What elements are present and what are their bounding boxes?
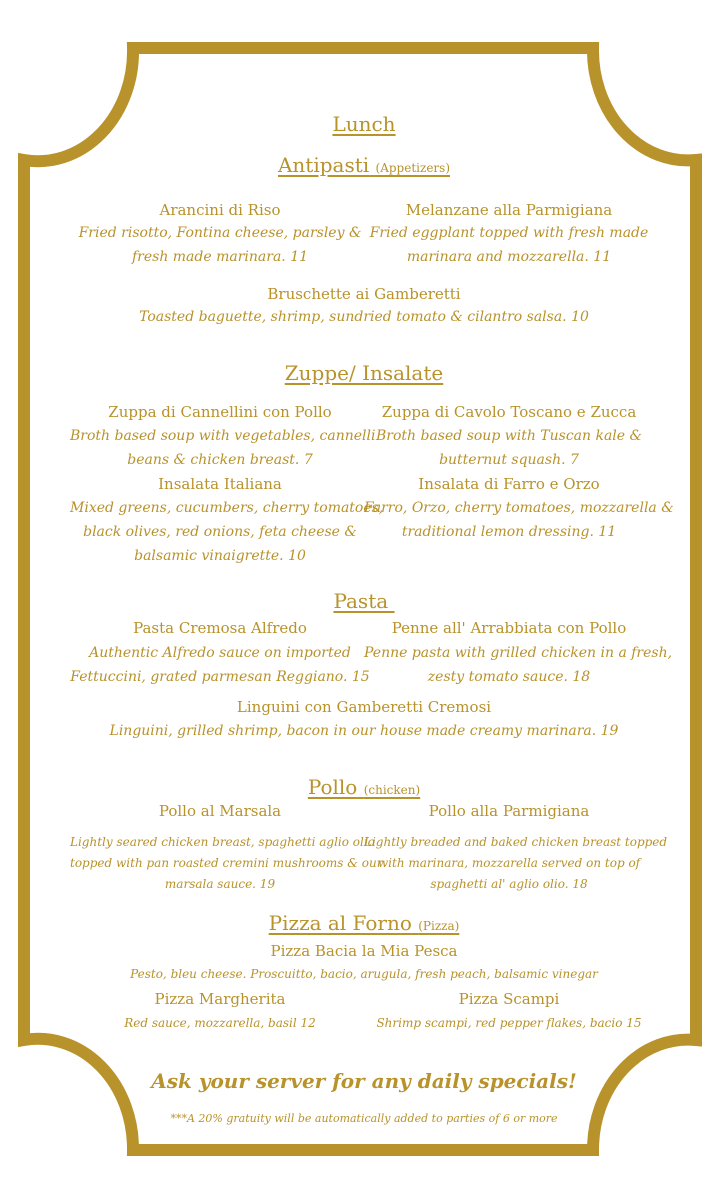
menu-item-description: Red sauce, mozzarella, basil 12	[124, 1016, 316, 1030]
menu-item-description	[364, 424, 654, 472]
menu-item-name: Pollo alla Parmigiana	[428, 802, 590, 820]
menu-item-description	[60, 305, 668, 329]
menu-item-name: Bruschette ai Gamberetti	[267, 285, 461, 303]
menu-item-description: Pesto, bleu cheese. Proscuitto, bacio, arugula, fresh peach, balsamic vinegar	[130, 967, 598, 981]
menu-item-name: Pizza Bacia la Mia Pesca	[270, 942, 458, 960]
description-line: Fried risotto, Fontina cheese, parsley &	[78, 225, 362, 241]
menu-title: Lunch	[332, 112, 396, 136]
menu-item-name: Linguini con Gamberetti Cremosi	[236, 698, 492, 716]
antipasti-heading	[0, 153, 728, 177]
description-line: fresh made marinara. 11	[131, 249, 309, 265]
menu-item-name: Insalata di Farro e Orzo	[418, 475, 600, 493]
description-line: marsala sauce. 19	[164, 877, 276, 891]
pizza-heading	[0, 911, 728, 935]
description-line: zesty tomato sauce. 18	[427, 669, 591, 685]
menu-item-description	[60, 719, 668, 743]
pizza-heading-text: Pizza al Forno	[268, 911, 412, 935]
description-line: traditional lemon dressing. 11	[401, 524, 617, 540]
description-line: Penne pasta with grilled chicken in a fresh,	[364, 645, 673, 661]
description-line: Broth based soup with vegetables, cannelli	[70, 428, 376, 444]
pizza-subheading: (Pizza)	[418, 919, 460, 933]
description-line: spaghetti al' aglio olio. 18	[430, 877, 588, 891]
description-line: Linguini, grilled shrimp, bacon in our house made creamy marinara. 19	[109, 723, 619, 739]
antipasti-subheading: (Appetizers)	[375, 161, 451, 175]
description-line: balsamic vinaigrette. 10	[134, 548, 306, 564]
menu-item-name: Pizza Margherita	[154, 990, 286, 1008]
menu-item-name: Zuppa di Cavolo Toscano e Zucca	[381, 403, 637, 421]
menu-item-description	[364, 496, 674, 544]
menu-item-description	[70, 221, 370, 269]
description-line: black olives, red onions, feta cheese &	[83, 524, 357, 540]
menu-item-description	[70, 496, 384, 568]
pasta-heading: Pasta	[333, 589, 395, 613]
zuppe-heading: Zuppe/ Insalate	[284, 361, 444, 385]
pollo-heading	[0, 775, 728, 799]
gratuity-note: ***A 20% gratuity will be automatically added to parties of 6 or more	[170, 1112, 558, 1125]
pollo-subheading: (chicken)	[363, 783, 421, 797]
menu-item-name: Arancini di Riso	[159, 201, 281, 219]
description-line: Lightly breaded and baked chicken breast topped	[364, 835, 668, 849]
menu-item-description	[364, 641, 673, 689]
pollo-heading-text: Pollo	[307, 775, 358, 799]
menu-item-description	[70, 424, 376, 472]
menu-item-description	[70, 832, 383, 895]
menu-item-name: Pasta Cremosa Alfredo	[133, 619, 307, 637]
menu-item-name: Pollo al Marsala	[158, 802, 282, 820]
menu-item-description	[364, 832, 668, 895]
description-line: Fettuccini, grated parmesan Reggiano. 15	[70, 669, 370, 685]
menu-item-name: Insalata Italiana	[158, 475, 282, 493]
menu-item-description	[70, 641, 370, 689]
menu-item-name: Zuppa di Cannellini con Pollo	[108, 403, 332, 421]
description-line: Mixed greens, cucumbers, cherry tomatoes,	[70, 500, 384, 516]
description-line: Toasted baguette, shrimp, sundried tomato & cilantro salsa. 10	[139, 309, 589, 325]
menu-item-name: Pizza Scampi	[458, 990, 560, 1008]
antipasti-heading-text: Antipasti	[277, 153, 370, 177]
description-line: Broth based soup with Tuscan kale &	[376, 428, 642, 444]
description-line: topped with pan roasted cremini mushrooms & our	[70, 856, 383, 870]
description-line: beans & chicken breast. 7	[127, 452, 313, 468]
menu-item-name: Penne all' Arrabbiata con Pollo	[391, 619, 627, 637]
description-line: Authentic Alfredo sauce on imported	[89, 645, 351, 661]
menu-item-name: Melanzane alla Parmigiana	[405, 201, 613, 219]
description-line: Lightly seared chicken breast, spaghetti aglio olio	[70, 835, 375, 849]
description-line: Farro, Orzo, cherry tomatoes, mozzarella &	[364, 500, 674, 516]
menu-item-description: Shrimp scampi, red pepper flakes, bacio 15	[376, 1016, 642, 1030]
description-line: with marinara, mozzarella served on top of	[377, 856, 641, 870]
description-line: butternut squash. 7	[439, 452, 579, 468]
daily-specials-note: Ask your server for any daily specials!	[151, 1069, 577, 1093]
description-line: Fried eggplant topped with fresh made	[369, 225, 649, 241]
menu-item-description	[364, 221, 654, 269]
description-line: marinara and mozzarella. 11	[406, 249, 612, 265]
